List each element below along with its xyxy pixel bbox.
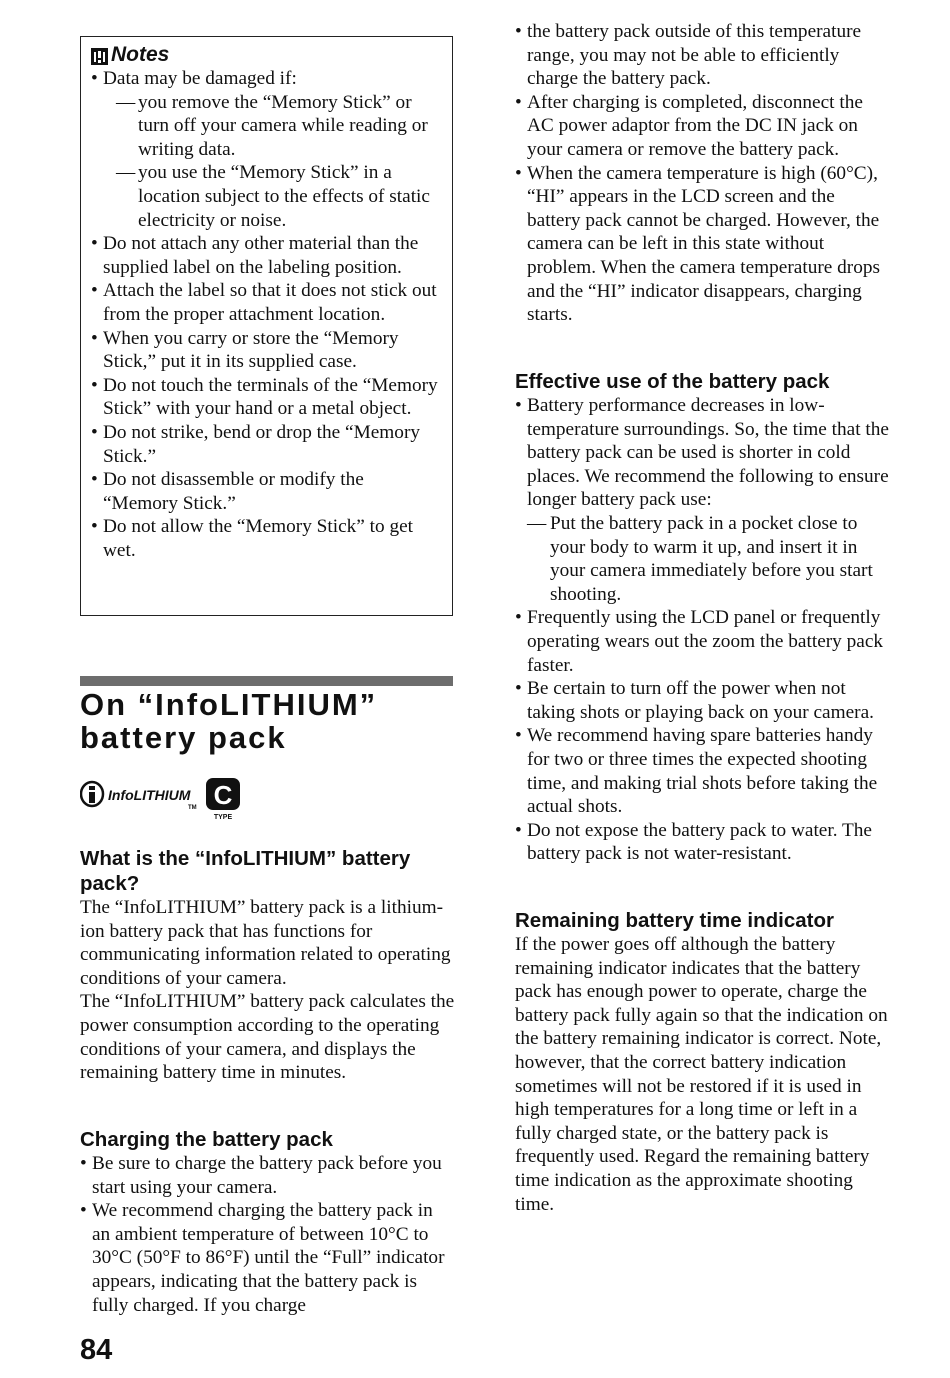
what-is-paragraph-1: The “InfoLITHIUM” battery pack is a lithium-ion battery pack that has functions for communicating information related to operating conditions of your camera. (80, 897, 451, 989)
list-item: • We recommend having spare batteries handy for two or three times the expected shooting time, and making trial shots before taking the actual shots. (515, 724, 890, 818)
list-item: • Be sure to charge the battery pack before you start using your camera. (80, 1152, 455, 1199)
list-item: • When the camera temperature is high (60°C), “HI” appears in the LCD screen and the battery pack cannot be charged. However, the camera can be left in this state without problem. When the camera temperature drops and the “HI” indicator disappears, charging starts. (515, 162, 890, 327)
list-item: • Attach the label so that it does not stick out from the proper attachment location. (91, 279, 442, 326)
logo-wordmark: InfoLITHIUM (108, 787, 191, 803)
what-is-paragraph-2: The “InfoLITHIUM” battery pack calculates the power consumption according to the operating conditions of your camera, and displays the remaining battery time in minutes. (80, 991, 455, 1084)
list-item: • After charging is completed, disconnect the AC power adaptor from the DC IN jack on your camera or remove the battery pack. (515, 91, 890, 162)
page-number: 84 (80, 1334, 113, 1366)
note-icon (91, 47, 108, 64)
effective-heading: Effective use of the battery pack (515, 370, 830, 393)
list-subitem: — you use the “Memory Stick” in a location subject to the effects of static electricity or noise. (103, 161, 442, 232)
logo-tm: TM (188, 805, 197, 811)
list-item: • Data may be damaged if: — you remove the “Memory Stick” or turn off your camera while reading or writing data. — you use the “Memory Stick” in a location subject to the effects of static electricity or noise. (91, 67, 442, 232)
list-item: • Do not expose the battery pack to water. The battery pack is not water-resistant. (515, 819, 890, 866)
what-is-heading: What is the “InfoLITHIUM” battery pack? (80, 847, 411, 895)
remaining-paragraph: If the power goes off although the battery remaining indicator indicates that the battery pack has enough power to operate, charge the battery pack fully again so that the indication on the battery remaining indicator is correct. Note, however, that the correct battery indication sometimes will not be restored if it is used in high temperatures for a long time or left in a fully charged state, or the battery pack is frequently used. Regard the remaining battery time indication as the approximate shooting time. (515, 934, 888, 1215)
notes-title: Notes (111, 43, 170, 66)
notes-heading (91, 43, 442, 67)
list-item: • Do not attach any other material than the supplied label on the labeling position. (91, 232, 442, 279)
list-subitem: — you remove the “Memory Stick” or turn off your camera while reading or writing data. (103, 91, 442, 162)
list-item: • Battery performance decreases in low-temperature surroundings. So, the time that the battery pack can be used is shorter in cold places. We recommend the following to ensure longer battery pack use: — Put the battery pack in a pocket close to your body to warm it up, and insert it in your camera immediately before you start shooting. (515, 394, 890, 606)
list-item: • When you carry or store the “Memory Stick,” put it in its supplied case. (91, 327, 442, 374)
charging-section-right (515, 20, 890, 327)
charging-section-left (80, 1127, 455, 1317)
list-subitem: — Put the battery pack in a pocket close to your body to warm it up, and insert it in your camera immediately before you start shooting. (515, 512, 890, 606)
what-is-section (80, 846, 455, 1085)
notes-list (91, 67, 442, 562)
charging-heading: Charging the battery pack (80, 1128, 333, 1151)
logo-type: TYPE (213, 814, 233, 821)
list-item: • Do not touch the terminals of the “Memory Stick” with your hand or a metal object. (91, 374, 442, 421)
list-item: • We recommend charging the battery pack in an ambient temperature of between 10°C to 30°C (50°F to 86°F) until the “Full” indicator appears, indicating that the battery pack is fully charged. If you charge (80, 1199, 455, 1317)
section-rule (80, 676, 453, 686)
notes-box (80, 36, 453, 616)
remaining-heading: Remaining battery time indicator (515, 909, 834, 932)
remaining-section (515, 908, 890, 1216)
section-heading: On “InfoLITHIUM” battery pack (80, 687, 378, 755)
list-item: • Do not allow the “Memory Stick” to get wet. (91, 515, 442, 562)
list-item: • Be certain to turn off the power when not taking shots or playing back on your camera. (515, 677, 890, 724)
list-item: • Do not disassemble or modify the “Memory Stick.” (91, 468, 442, 515)
list-item: • Do not strike, bend or drop the “Memory Stick.” (91, 421, 442, 468)
effective-section (515, 369, 890, 866)
logo-letter: C (213, 780, 233, 810)
list-item: • Frequently using the LCD panel or frequently operating wears out the zoom the battery pack faster. (515, 606, 890, 677)
infolithium-logo (80, 776, 245, 827)
list-item-continued: • the battery pack outside of this temperature range, you may not be able to efficiently charge the battery pack. (515, 20, 890, 91)
